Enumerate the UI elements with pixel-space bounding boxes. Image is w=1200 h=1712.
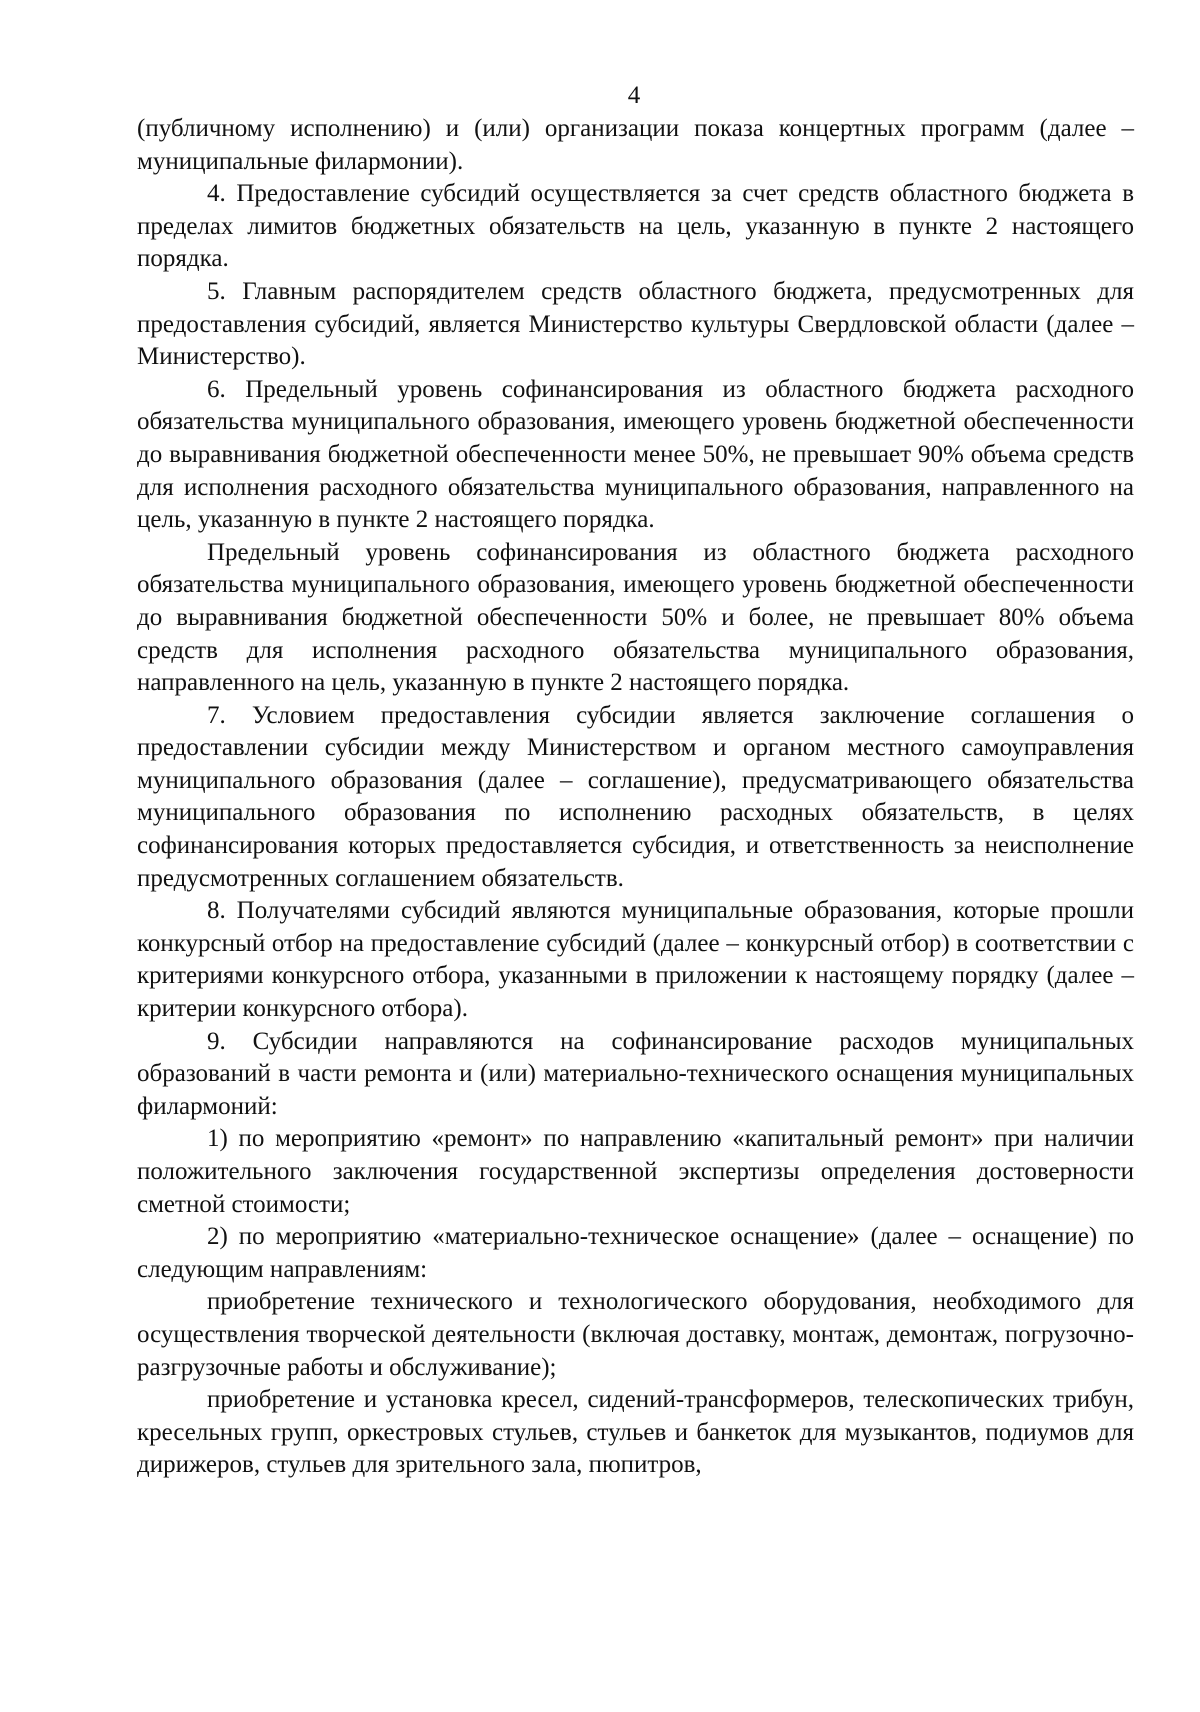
paragraph-item-4: 4. Предоставление субсидий осуществляется за счет средств областного бюджета в пределах лимитов бюджетных обязательств на цель, указанную в пункте 2 настоящего порядка. (137, 180, 1134, 273)
paragraph-item-8: 8. Получателями субсидий являются муниципальные образования, которые прошли конкурсный отбор на предоставление субсидий (далее – конкурсный отбор) в соответствии с критериями конкурсного отбора, указанными в приложении к настоящему порядку (далее – критерии конкурсного отбора). (137, 897, 1134, 1023)
paragraph-item-7: 7. Условием предоставления субсидии является заключение соглашения о предоставлении субсидии между Министерством и органом местного самоуправления муниципального образования (далее – соглашение), предусматривающего обязательства муниципального образования по исполнению расходных обязательств, в целях софинансирования которых предоставляется субсидия, и ответственность за неисполнение предусмотренных соглашением обязательств. (137, 701, 1134, 892)
document-body (137, 113, 1134, 1482)
subitem-9-1: 1) по мероприятию «ремонт» по направлению «капитальный ремонт» при наличии положительного заключения государственной экспертизы определения достоверности сметной стоимости; (137, 1125, 1134, 1218)
page-number: 4 (627, 82, 641, 109)
paragraph-continuation: (публичному исполнению) и (или) организации показа концертных программ (далее – муниципальные филармонии). (137, 115, 1134, 175)
paragraph-item-5: 5. Главным распорядителем средств областного бюджета, предусмотренных для предоставления субсидий, является Министерство культуры Свердловской области (далее – Министерство). (137, 277, 1134, 371)
paragraph-item-6: 6. Предельный уровень софинансирования из областного бюджета расходного обязательства муниципального образования, имеющего уровень бюджетной обеспеченности до выравнивания бюджетной обеспеченности менее 50%, не превышает 90% объема средств для исполнения расходного обязательства муниципального образования, направленного на цель, указанную в пункте 2 настоящего порядка. (137, 375, 1134, 534)
subitem-9-2-seating: приобретение и установка кресел, сидений-трансформеров, телескопических трибун, кресельных групп, оркестровых стульев, стульев и банкеток для музыкантов, подиумов для дирижеров, стульев для зрительного зала, пюпитров, (137, 1386, 1134, 1479)
paragraph-item-9: 9. Субсидии направляются на софинансирование расходов муниципальных образований в части ремонта и (или) материально-технического оснащения муниципальных филармоний: (137, 1027, 1134, 1120)
subitem-9-2: 2) по мероприятию «материально-техническое оснащение» (далее – оснащение) по следующим направлениям: (137, 1223, 1134, 1283)
paragraph-item-6-second: Предельный уровень софинансирования из областного бюджета расходного обязательства муниципального образования, имеющего уровень бюджетной обеспеченности до выравнивания бюджетной обеспеченности 50% и более, не превышает 80% объема средств для исполнения расходного обязательства муниципального образования, направленного на цель, указанную в пункте 2 настоящего порядка. (137, 538, 1134, 697)
subitem-9-2-equipment: приобретение технического и технологического оборудования, необходимого для осуществления творческой деятельности (включая доставку, монтаж, демонтаж, погрузочно-разгрузочные работы и обслуживание); (137, 1288, 1134, 1381)
